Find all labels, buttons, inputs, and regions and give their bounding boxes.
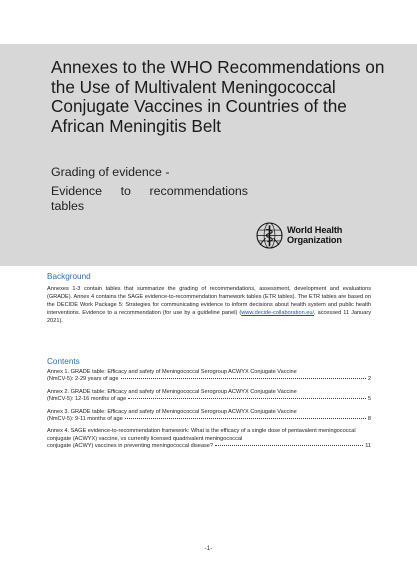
page-number: -1- xyxy=(204,545,213,552)
background-heading: Background xyxy=(47,272,91,281)
toc-entry-annex-2[interactable] xyxy=(47,389,371,404)
toc-page-number: 11 xyxy=(365,443,371,450)
toc-entry-line-2: (NmCV-5): 2-29 years of age xyxy=(47,376,119,383)
toc-entry-last-line xyxy=(47,376,371,383)
background-paragraph xyxy=(47,285,371,325)
who-emblem-icon xyxy=(256,222,283,249)
toc-dot-leader xyxy=(125,418,366,419)
who-wordmark-line-1: World Health xyxy=(287,225,343,235)
toc-entry-annex-4[interactable] xyxy=(47,428,371,450)
table-of-contents xyxy=(47,369,371,456)
decide-collaboration-link[interactable]: www.decide-collaboration.eu/ xyxy=(241,310,315,317)
toc-dot-leader xyxy=(128,398,366,399)
toc-entry-last-line xyxy=(47,396,371,403)
background-text: Annexes 1-3 contain tables that summarize the grading of recommendations, assessment, development and evaluations (GRADE). Annex 4 contains the SAGE evidence-to-recommendation framework tables (ETR tables). The ETR tables are based on the DECIDE Work Package 5: Strategies for communicating evidence to inform decisions about health system and public health interventions. Evidence to a recommendation (for use by a guideline panel) ( xyxy=(47,286,371,317)
toc-entry-last-line xyxy=(47,443,371,450)
subtitle-line-1: Grading of evidence - xyxy=(51,165,170,179)
toc-entry-annex-1[interactable] xyxy=(47,369,371,384)
subtitle-line-3: tables xyxy=(51,199,85,213)
toc-dot-leader xyxy=(121,378,366,379)
toc-entry-line-1: Annex 3. GRADE table: Efficacy and safety of Meningococcal Serogroup ACWYX Conjugate Vaccine xyxy=(47,408,297,415)
who-wordmark xyxy=(287,225,342,245)
toc-page-number: 8 xyxy=(367,416,371,423)
toc-entry-annex-3[interactable] xyxy=(47,409,371,424)
who-logo xyxy=(256,220,356,250)
toc-page-number: 2 xyxy=(367,376,371,383)
document-title: Annexes to the WHO Recommendations on the Use of Multivalent Meningococcal Conjugate Vaccines in Countries of the African Meningitis Belt xyxy=(51,57,385,136)
toc-page-number: 5 xyxy=(367,396,371,403)
toc-entry-line-2: (NmCV-5): 12-16 months of age xyxy=(47,396,127,403)
toc-entry-line-2: conjugate (ACWY) vaccines in preventing meningococcal disease? xyxy=(47,443,214,450)
background-text-after: , accessed 11 January 2021). xyxy=(47,310,371,325)
toc-dot-leader xyxy=(215,445,363,446)
toc-entry-last-line xyxy=(47,416,371,423)
document-subtitle xyxy=(51,165,251,215)
subtitle-line-2: Evidence to recommendations xyxy=(51,183,248,198)
toc-entry-line-2: (NmCV-5): 9-11 months of age xyxy=(47,416,123,423)
who-wordmark-line-2: Organization xyxy=(287,235,342,245)
toc-entry-line-1: Annex 1. GRADE table: Efficacy and safety of Meningococcal Serogroup ACWYX Conjugate Vaccine xyxy=(47,369,297,375)
contents-heading: Contents xyxy=(47,357,80,366)
toc-entry-line-1: Annex 4. SAGE evidence-to-recommendation framework: What is the efficacy of a single dose of pentavalent meningococcal conjugate (ACWYX) vaccine, vs currently licensed quadrivalent meningococcal xyxy=(47,428,356,442)
toc-entry-line-1: Annex 2. GRADE table: Efficacy and safety of Meningococcal Serogroup ACWYX Conjugate Vaccine xyxy=(47,388,297,395)
